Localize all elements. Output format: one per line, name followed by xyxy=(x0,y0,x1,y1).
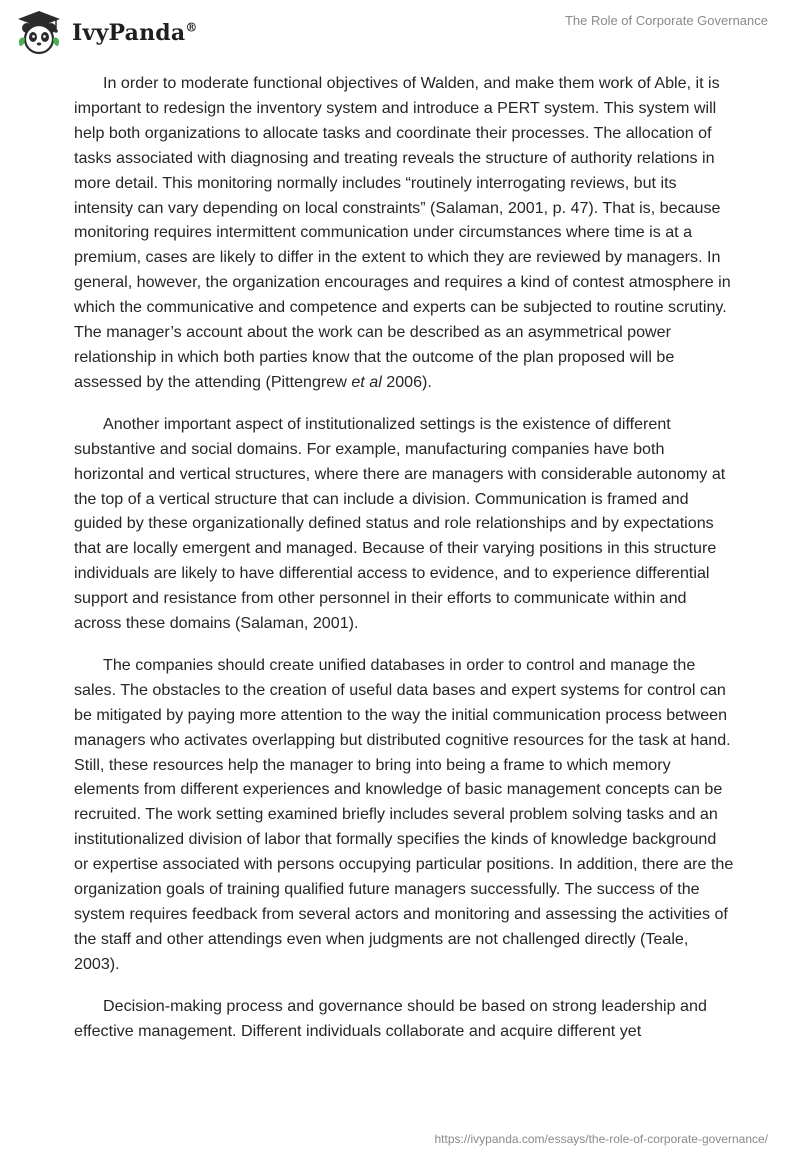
document-title: The Role of Corporate Governance xyxy=(564,13,768,28)
paragraph-text: Decision-making process and governance should be based on strong leadership and effective management. Different individuals collaborate and acquire different yet xyxy=(74,996,707,1040)
essay-paragraph xyxy=(74,994,734,1044)
essay-paragraph xyxy=(74,653,734,977)
italic-text: et al xyxy=(351,372,382,391)
essay-paragraph xyxy=(74,412,734,636)
panda-mascot-icon xyxy=(14,8,64,58)
page-header xyxy=(0,0,800,70)
paragraph-text: 2006). xyxy=(381,372,432,391)
essay-paragraph xyxy=(74,71,734,395)
paragraph-text: The companies should create unified databases in order to control and manage the sales. The obstacles to the creation of useful data bases and expert systems for control can be mitigated by paying more attention to the way the initial communication process between managers who activates overlapping but distributed cognitive resources for the task at hand. Still, these resources help the manager to bring into being a frame to which memory elements from different experiences and knowledge of basic management concepts can be recruited. The work setting examined briefly includes several problem solving tasks and an institutionalized division of labor that formally specifies the kinds of knowledge background or expertise associated with persons occupying particular positions. In addition, there are the organization goals of training qualified future managers successfully. The success of the system requires feedback from several actors and monitoring and assessing the activities of the staff and other attendings even when judgments are not challenged directly (Teale, 2003). xyxy=(74,655,734,973)
brand-name: IvyPanda® xyxy=(72,20,198,46)
source-url[interactable]: https://ivypanda.com/essays/the-role-of-corporate-governance/ xyxy=(434,1132,768,1146)
paragraph-text: Another important aspect of institutionalized settings is the existence of different substantive and social domains. For example, manufacturing companies have both horizontal and vertical structures, where there are managers with considerable autonomy at the top of a vertical structure that can include a division. Communication is framed and guided by these organizationally defined status and role relationships and by expectations that are locally emergent and managed. Because of their varying positions in this structure individuals are likely to have differential access to evidence, and to experience differential support and resistance from other personnel in their efforts to communicate within and across these domains (Salaman, 2001). xyxy=(74,414,726,633)
paragraph-text: In order to moderate functional objectives of Walden, and make them work of Able, it is important to redesign the inventory system and introduce a PERT system. This system will help both organizations to allocate tasks and coordinate their processes. The allocation of tasks associated with diagnosing and treating reveals the structure of authority relations in more detail. This monitoring normally includes “routinely interrogating reviews, but its intensity can vary depending on local constraints” (Salaman, 2001, p. 47). That is, because monitoring requires intermittent communication under circumstances where time is at a premium, cases are likely to differ in the extent to which they are reviewed by managers. In general, however, the organization encourages and requires a kind of contest atmosphere in which the communicative and competence and experts can be subjected to routine scrutiny. The manager’s account about the work can be described as an asymmetrical power relationship in which both parties know that the outcome of the plan proposed will be assessed by the attending (Pittengrew xyxy=(74,74,731,391)
essay-body xyxy=(74,71,734,1061)
brand-logo[interactable] xyxy=(14,8,198,58)
